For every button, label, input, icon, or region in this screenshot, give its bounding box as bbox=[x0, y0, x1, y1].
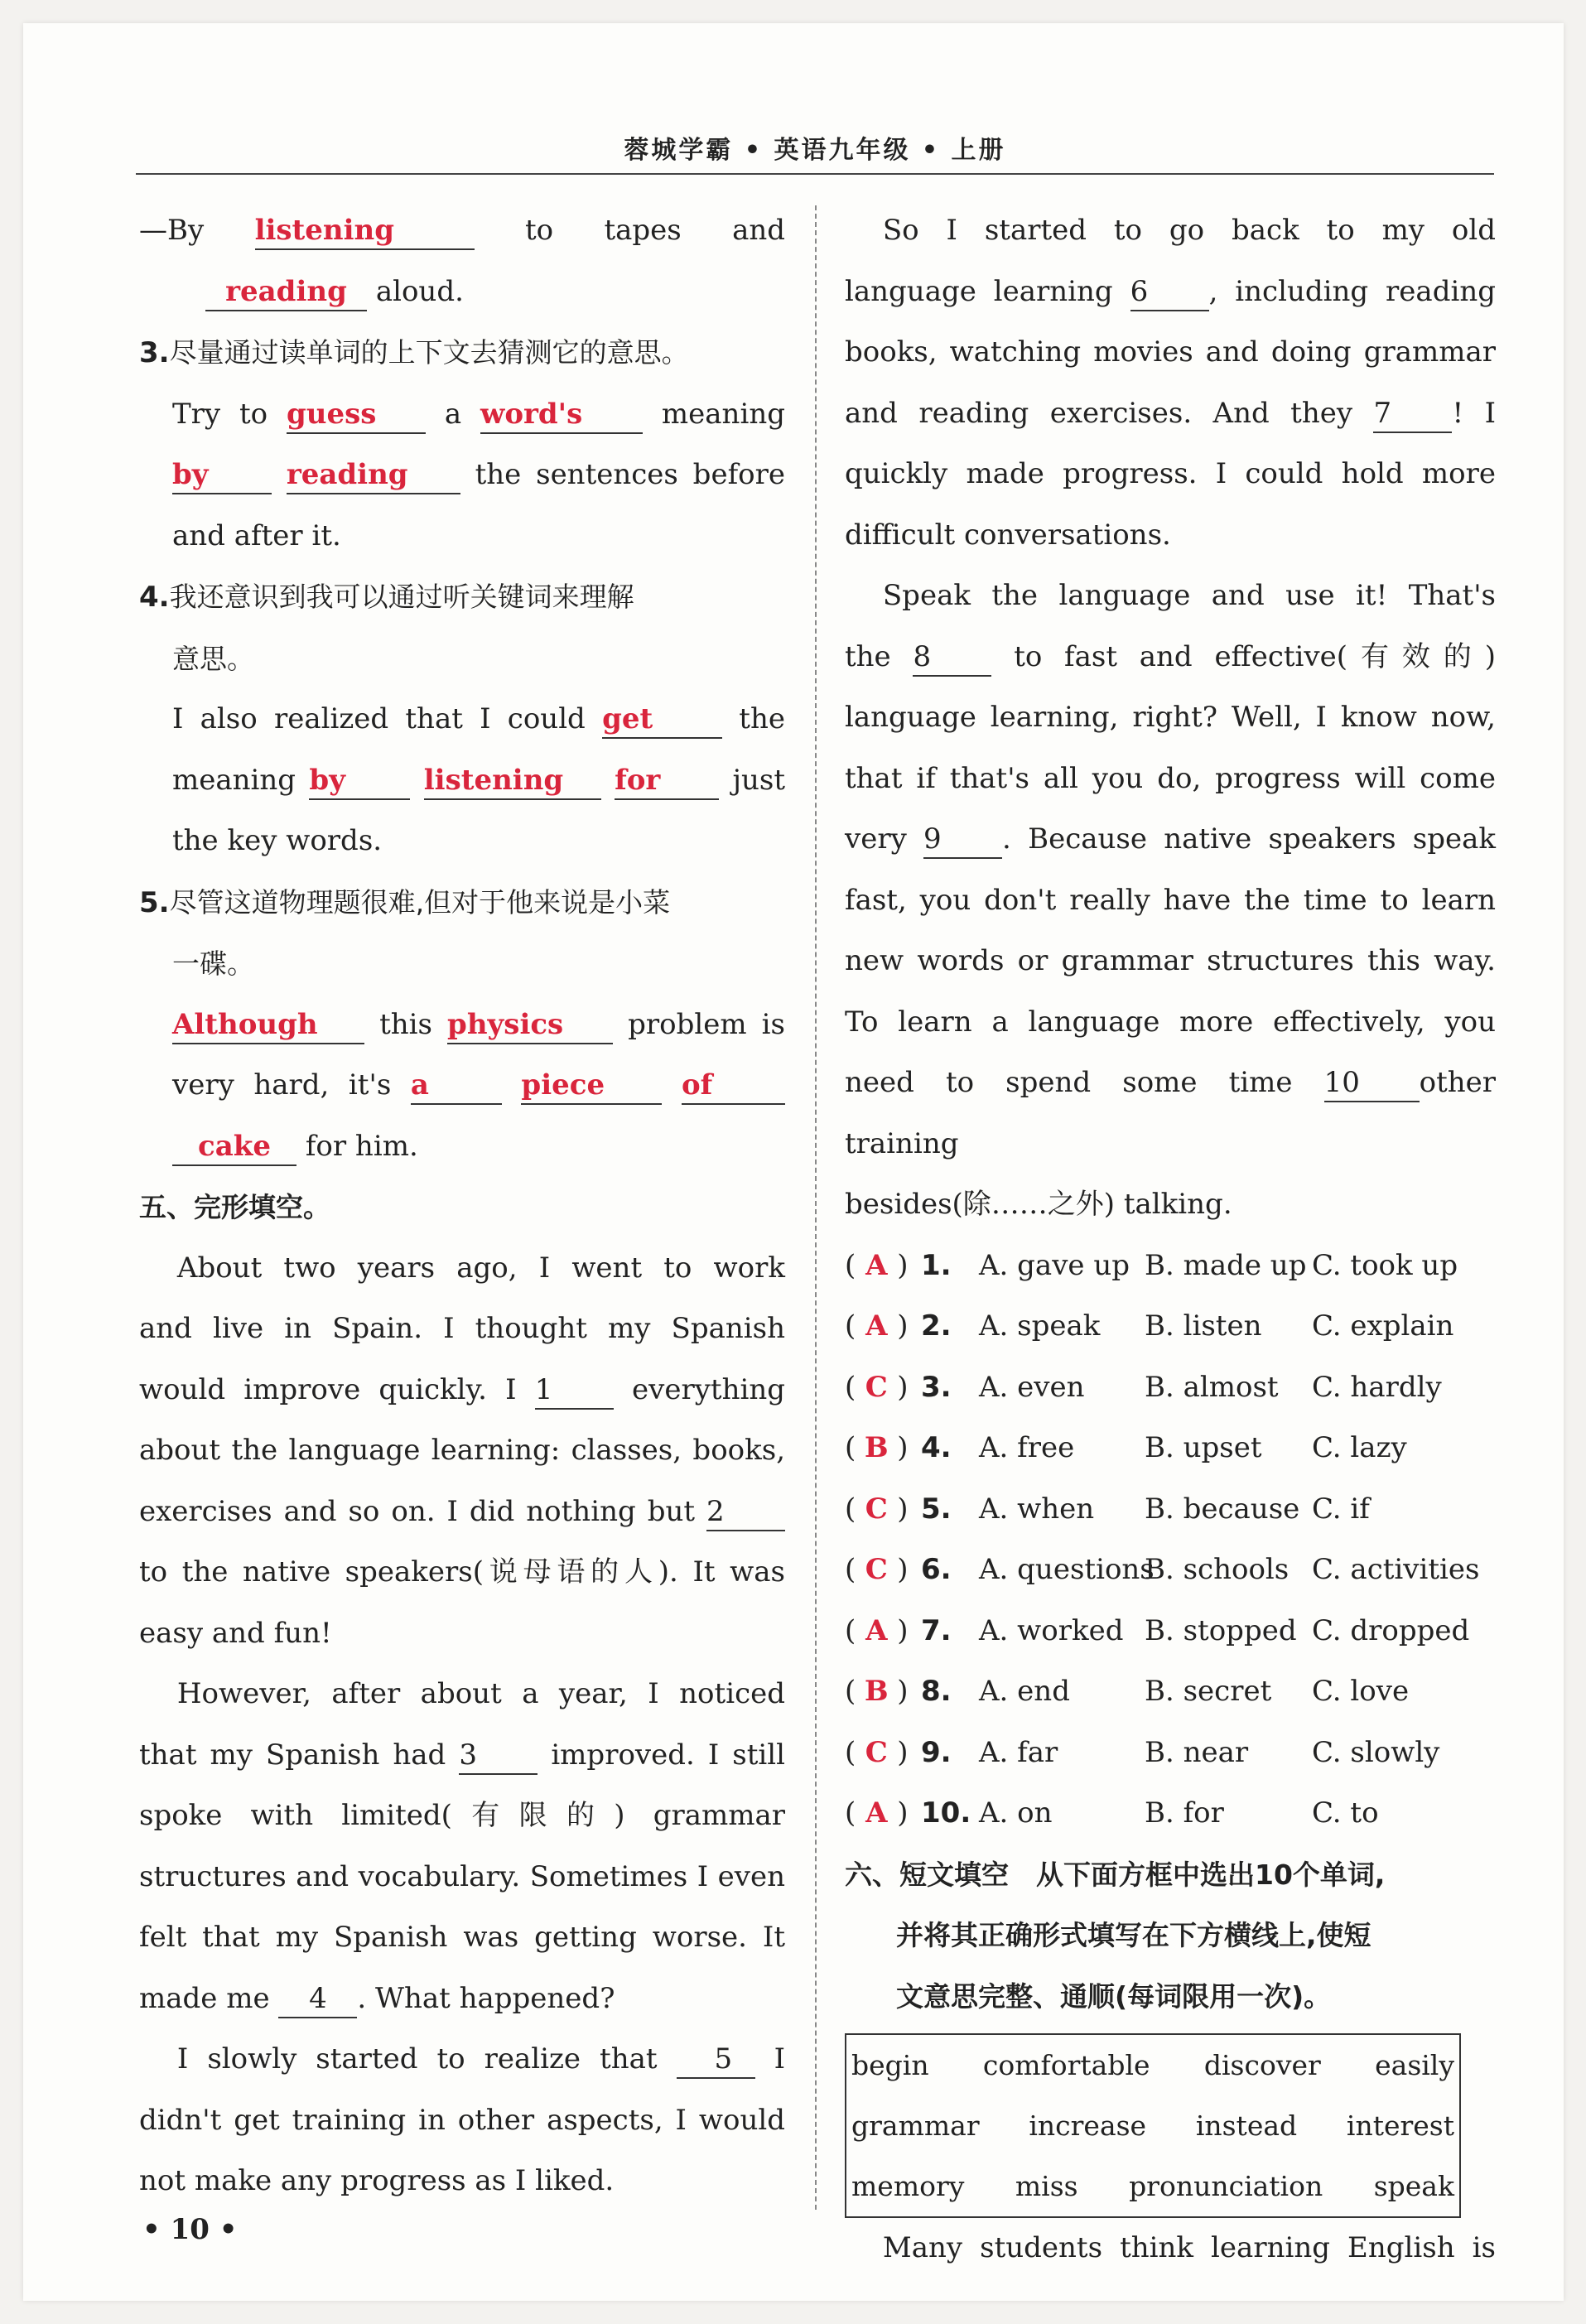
right-column bbox=[845, 200, 1496, 2279]
choice-answer: A bbox=[865, 1613, 888, 1647]
q4-line2: meaning by listening for just bbox=[139, 750, 785, 812]
option-c: C. love bbox=[1312, 1675, 1410, 1708]
passage-line: new words or grammar structures this way. bbox=[845, 944, 1496, 977]
page bbox=[23, 23, 1564, 2301]
choice-number: 6. bbox=[921, 1553, 952, 1586]
word-option: discover bbox=[1203, 2049, 1321, 2081]
option-c: C. activities bbox=[1312, 1553, 1480, 1586]
passage-line: would improve quickly. I 1 everything bbox=[139, 1360, 785, 1421]
word-box-row bbox=[846, 2035, 1459, 2095]
q4-prompt-cont: 意思。 bbox=[172, 642, 254, 675]
word-option: pronunciation bbox=[1129, 2170, 1323, 2202]
choice-number: 4. bbox=[921, 1431, 952, 1464]
choice-number: 1. bbox=[921, 1248, 952, 1282]
word-box bbox=[845, 2033, 1461, 2218]
choice-answer: C bbox=[865, 1553, 888, 1586]
answer-blank: cake bbox=[172, 1128, 296, 1166]
passage-line: So I started to go back to my old bbox=[882, 214, 1496, 247]
passage-line: quickly made progress. I could hold more bbox=[845, 457, 1496, 490]
passage-line: not make any progress as I liked. bbox=[139, 2164, 615, 2197]
question-blank: 3 bbox=[459, 1737, 538, 1775]
q5-line2: very hard, it's a piece of bbox=[139, 1055, 785, 1116]
passage-line: I slowly started to realize that 5 I bbox=[139, 2029, 785, 2090]
word-option: increase bbox=[1029, 2109, 1147, 2142]
option-b: B. almost bbox=[1145, 1370, 1279, 1404]
choice-number: 2. bbox=[921, 1309, 952, 1343]
passage-line: exercises and so on. I did nothing but 2 bbox=[139, 1482, 785, 1543]
passage-line: fast, you don't really have the time to learn bbox=[845, 883, 1496, 917]
choice-answer: C bbox=[865, 1735, 888, 1769]
passage-line: However, after about a year, I noticed bbox=[176, 1677, 785, 1710]
passage-line: need to spend some time 10 other training bbox=[845, 1066, 1496, 1160]
choice-answer: A bbox=[865, 1248, 888, 1282]
passage-line: that my Spanish had 3 improved. I still bbox=[139, 1725, 785, 1786]
passage-line: about the language learning: classes, books, bbox=[139, 1434, 785, 1467]
passage-line: made me 4 . What happened? bbox=[139, 1969, 785, 2030]
choice-row: ( C ) 9. A. far B. near C. slowly bbox=[845, 1723, 1496, 1784]
answer-blank: listening bbox=[255, 212, 475, 250]
choice-number: 8. bbox=[921, 1675, 952, 1708]
q5-line1: Although this physics problem is bbox=[139, 995, 785, 1056]
passage-line: spoke with limited(有限的) grammar bbox=[139, 1799, 785, 1832]
option-b: B. secret bbox=[1145, 1675, 1272, 1708]
answer-blank: word's bbox=[480, 396, 643, 434]
answer-blank: for bbox=[615, 762, 719, 800]
word-box-row bbox=[846, 2156, 1459, 2216]
header-rule bbox=[136, 173, 1494, 175]
answer-blank: get bbox=[602, 701, 722, 739]
answer-blank: listening bbox=[424, 762, 601, 800]
question-blank: 1 bbox=[535, 1372, 614, 1410]
option-a: A. far bbox=[979, 1735, 1058, 1769]
question-blank: 4 bbox=[278, 1980, 357, 2018]
option-b: B. for bbox=[1145, 1796, 1224, 1830]
question-blank: 6 bbox=[1130, 273, 1209, 311]
option-b: B. upset bbox=[1145, 1431, 1262, 1464]
choice-row: ( A ) 10. A. on B. for C. to bbox=[845, 1783, 1496, 1844]
q3-line1: Try to guess a word's meaning bbox=[139, 384, 785, 446]
option-c: C. to bbox=[1312, 1796, 1379, 1830]
word-option: speak bbox=[1373, 2170, 1454, 2202]
passage-line: that if that's all you do, progress will come bbox=[845, 761, 1496, 795]
q5-line3: cake for him. bbox=[139, 1116, 785, 1178]
q4-line3: the key words. bbox=[172, 824, 383, 857]
answer-blank: reading bbox=[205, 273, 367, 311]
choice-row: ( A ) 2. A. speak B. listen C. explain bbox=[845, 1296, 1496, 1357]
passage-line: structures and vocabulary. Sometimes I even bbox=[139, 1859, 785, 1893]
section-6-title: 六、短文填空 从下面方框中选出10个单词, bbox=[845, 1858, 1386, 1891]
q3-line3: and after it. bbox=[172, 518, 341, 552]
section-6-title-cont: 并将其正确形式填写在下方横线上,使短 bbox=[896, 1919, 1371, 1951]
passage-line: About two years ago, I went to work bbox=[176, 1251, 785, 1285]
word-option: grammar bbox=[851, 2109, 980, 2142]
choice-row: ( B ) 8. A. end B. secret C. love bbox=[845, 1661, 1496, 1723]
option-a: A. speak bbox=[979, 1309, 1101, 1343]
passage-line: To learn a language more effectively, you bbox=[845, 1005, 1496, 1039]
choice-row: ( B ) 4. A. free B. upset C. lazy bbox=[845, 1418, 1496, 1479]
q3-prompt: 3.尽量通过读单词的上下文去猜测它的意思。 bbox=[139, 336, 689, 369]
option-c: C. if bbox=[1312, 1492, 1370, 1526]
question-blank: 7 bbox=[1373, 395, 1452, 433]
left-column bbox=[139, 200, 785, 2212]
word-box-row bbox=[846, 2095, 1459, 2156]
answer-blank: guess bbox=[287, 396, 426, 434]
answer-blank: reading bbox=[287, 456, 460, 494]
column-divider bbox=[815, 205, 817, 2210]
question-blank: 10 bbox=[1324, 1064, 1420, 1102]
page-number: • 10 • bbox=[142, 2213, 238, 2246]
choice-number: 5. bbox=[921, 1492, 952, 1526]
choice-row: ( C ) 3. A. even B. almost C. hardly bbox=[845, 1357, 1496, 1419]
answer-blank: of bbox=[682, 1067, 785, 1105]
option-b: B. because bbox=[1145, 1492, 1300, 1526]
option-a: A. gave up bbox=[979, 1248, 1130, 1282]
passage-line: Speak the language and use it! That's bbox=[882, 579, 1496, 612]
option-c: C. lazy bbox=[1312, 1431, 1407, 1464]
option-a: A. questions bbox=[979, 1553, 1155, 1586]
answer-blank: piece bbox=[521, 1067, 662, 1105]
passage-line: felt that my Spanish was getting worse. It bbox=[139, 1921, 785, 1954]
option-a: A. end bbox=[979, 1675, 1070, 1708]
choice-row: ( A ) 7. A. worked B. stopped C. dropped bbox=[845, 1601, 1496, 1662]
line-aloud: reading aloud. bbox=[139, 262, 785, 323]
option-a: A. worked bbox=[979, 1613, 1124, 1647]
page-header: 蓉城学霸 • 英语九年级 • 上册 bbox=[624, 136, 1006, 165]
option-b: B. stopped bbox=[1145, 1613, 1297, 1647]
choice-number: 10. bbox=[921, 1796, 971, 1830]
choice-answer: C bbox=[865, 1370, 888, 1404]
answer-blank: by bbox=[172, 456, 272, 494]
choice-answer: B bbox=[864, 1431, 889, 1464]
section-6-title-cont: 文意思完整、通顺(每词限用一次)。 bbox=[896, 1979, 1332, 2013]
passage-line: besides(除……之外) talking. bbox=[845, 1188, 1232, 1221]
section-5-title: 五、完形填空。 bbox=[139, 1191, 330, 1223]
word-option: memory bbox=[851, 2170, 965, 2202]
option-c: C. explain bbox=[1312, 1309, 1454, 1343]
passage-line: difficult conversations. bbox=[845, 518, 1171, 552]
question-blank: 5 bbox=[677, 2041, 755, 2079]
choice-answer: B bbox=[864, 1675, 889, 1708]
option-a: A. even bbox=[979, 1370, 1085, 1404]
option-c: C. dropped bbox=[1312, 1613, 1470, 1647]
word-option: comfortable bbox=[982, 2049, 1150, 2081]
option-b: B. near bbox=[1145, 1735, 1249, 1769]
answer-blank: Although bbox=[172, 1006, 364, 1044]
word-option: easily bbox=[1375, 2049, 1454, 2081]
option-b: B. listen bbox=[1145, 1309, 1262, 1343]
word-option: interest bbox=[1346, 2109, 1454, 2142]
passage-line: language learning, right? Well, I know now, bbox=[845, 701, 1496, 734]
choice-row: ( A ) 1. A. gave up B. made up C. took up bbox=[845, 1236, 1496, 1297]
option-c: C. hardly bbox=[1312, 1370, 1442, 1404]
choice-answer: C bbox=[865, 1492, 888, 1526]
option-b: B. made up bbox=[1145, 1248, 1307, 1282]
passage-line: Many students think learning English is bbox=[882, 2231, 1496, 2264]
choice-row: ( C ) 6. A. questions B. schools C. activities bbox=[845, 1540, 1496, 1601]
passage-line: easy and fun! bbox=[139, 1616, 332, 1650]
answer-blank: by bbox=[309, 762, 410, 800]
passage-line: and reading exercises. And they 7 ! I bbox=[845, 383, 1496, 445]
question-blank: 9 bbox=[923, 821, 1002, 859]
choice-answer: A bbox=[865, 1796, 888, 1830]
passage-line: very 9 . Because native speakers speak bbox=[845, 809, 1496, 870]
q3-line2: by reading the sentences before bbox=[139, 445, 785, 506]
passage-line: and live in Spain. I thought my Spanish bbox=[139, 1312, 785, 1345]
q5-prompt-cont: 一碟。 bbox=[172, 947, 254, 980]
option-c: C. slowly bbox=[1312, 1735, 1440, 1769]
option-a: A. when bbox=[979, 1492, 1095, 1526]
question-blank: 2 bbox=[706, 1493, 785, 1531]
choice-number: 7. bbox=[921, 1613, 952, 1647]
q5-prompt: 5.尽管这道物理题很难,但对于他来说是小菜 bbox=[139, 885, 671, 919]
choice-number: 3. bbox=[921, 1370, 952, 1404]
q4-prompt: 4.我还意识到我可以通过听关键词来理解 bbox=[139, 581, 634, 614]
word-option: begin bbox=[851, 2049, 929, 2081]
line-by: —By listening to tapes and bbox=[139, 200, 785, 262]
answer-blank: a bbox=[411, 1067, 502, 1105]
option-b: B. schools bbox=[1145, 1553, 1290, 1586]
passage-line: didn't get training in other aspects, I would bbox=[139, 2103, 785, 2137]
q4-line1: I also realized that I could get the bbox=[139, 689, 785, 750]
passage-line: books, watching movies and doing grammar bbox=[845, 335, 1496, 369]
choice-answer: A bbox=[865, 1309, 888, 1343]
option-c: C. took up bbox=[1312, 1248, 1458, 1282]
passage-line: to the native speakers(说母语的人). It was bbox=[139, 1555, 785, 1589]
word-option: miss bbox=[1015, 2170, 1078, 2202]
option-a: A. free bbox=[979, 1431, 1075, 1464]
question-blank: 8 bbox=[913, 639, 991, 677]
option-a: A. on bbox=[979, 1796, 1053, 1830]
passage-line: language learning 6 , including reading bbox=[845, 262, 1496, 323]
choice-list bbox=[845, 1236, 1496, 1844]
word-option: instead bbox=[1195, 2109, 1298, 2142]
choice-row: ( C ) 5. A. when B. because C. if bbox=[845, 1479, 1496, 1540]
answer-blank: physics bbox=[447, 1006, 613, 1044]
passage-line: the 8 to fast and effective(有效的) bbox=[845, 627, 1496, 688]
choice-number: 9. bbox=[921, 1735, 952, 1769]
